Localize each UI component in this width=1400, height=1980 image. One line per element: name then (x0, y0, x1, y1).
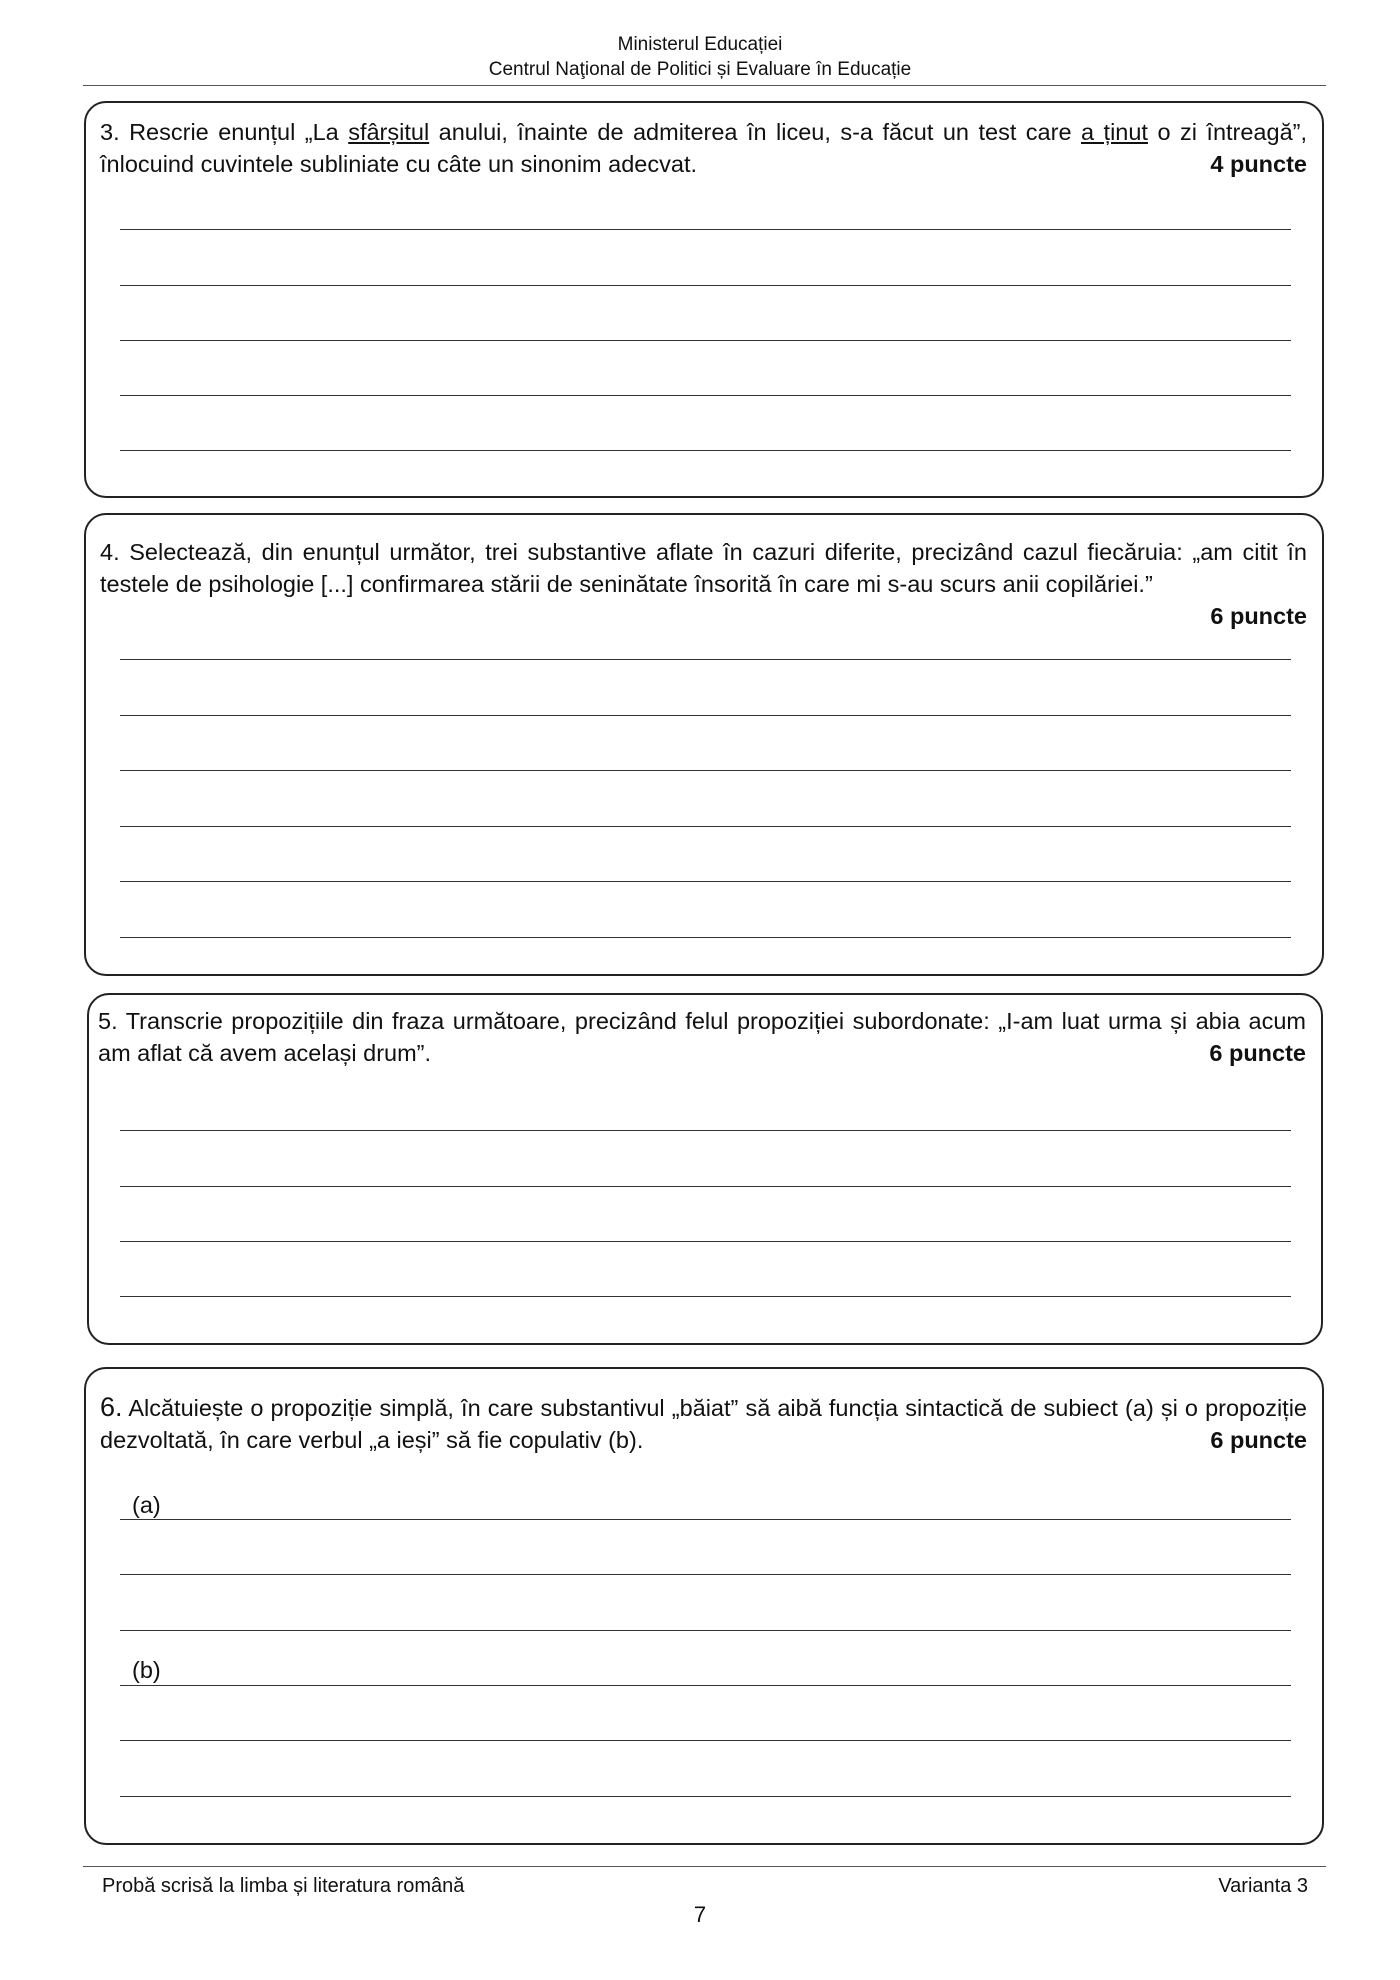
answer-line[interactable] (120, 1296, 1291, 1297)
answer-line[interactable] (120, 229, 1291, 230)
answer-line[interactable] (120, 937, 1291, 938)
answer-line[interactable] (120, 715, 1291, 716)
answer-line[interactable] (120, 770, 1291, 771)
answer-line[interactable] (120, 450, 1291, 451)
question-6-text: 6. Alcătuiește o propoziție simplă, în care substantivul „băiat” să aibă funcția sintactică de subiect (a) și o propoziție dezvoltată, în care verbul „a ieși” să fie copulativ (b). 6 puncte (100, 1391, 1307, 1456)
question-5-box (87, 993, 1323, 1345)
answer-line[interactable] (120, 285, 1291, 286)
question-6-points: 6 puncte (1210, 1427, 1307, 1453)
question-4-points: 6 puncte (1210, 603, 1307, 629)
answer-line[interactable] (120, 1241, 1291, 1242)
answer-line[interactable] (120, 395, 1291, 396)
answer-line[interactable] (120, 1186, 1291, 1187)
underlined-word-2: a ținut (1081, 119, 1148, 145)
question-5-points: 6 puncte (1209, 1040, 1306, 1066)
question-5-text: 5. Transcrie propozițiile din fraza următoare, precizând felul propoziției subordonate: „I-am luat urma și abia acum am aflat că avem același drum”. 6 puncte (98, 1005, 1306, 1069)
answer-line[interactable] (120, 1630, 1291, 1631)
answer-label-b: (b) (132, 1657, 161, 1683)
header-center: Centrul Naţional de Politici și Evaluare în Educație (488, 59, 912, 80)
answer-line[interactable] (120, 1574, 1291, 1575)
question-4-number: 4. (100, 539, 120, 565)
answer-line[interactable] (120, 881, 1291, 882)
answer-line[interactable] (120, 659, 1291, 660)
answer-line[interactable] (120, 1740, 1291, 1741)
footer-variant: Varianta 3 (1218, 1875, 1308, 1897)
answer-line[interactable] (120, 826, 1291, 827)
question-6-number: 6. (100, 1392, 123, 1422)
question-6-box (84, 1367, 1324, 1845)
underlined-word-1: sfârșitul (348, 119, 430, 145)
footer-exam-title: Probă scrisă la limba și literatura română (102, 1875, 465, 1897)
question-4-text: 4. Selectează, din enunțul următor, trei substantive aflate în cazuri diferite, precizând cazul fiecăruia: „am citit în testele de psihologie [...] confirmarea stării de seninătate însorită în care mi s-au scurs anii copilăriei.” 6 puncte (100, 536, 1307, 632)
answer-line[interactable] (120, 340, 1291, 341)
footer-divider (83, 1866, 1326, 1867)
question-5-number: 5. (98, 1008, 118, 1034)
answer-line-a[interactable] (120, 1519, 1291, 1520)
answer-label-a: (a) (132, 1492, 161, 1518)
question-3-text: 3. Rescrie enunțul „La sfârșitul anului, înainte de admiterea în liceu, s-a făcut un test care a ținut o zi întreagă”, înlocuind cuvintele subliniate cu câte un sinonim adecvat. 4 puncte (100, 116, 1307, 180)
question-3-points: 4 puncte (1210, 151, 1307, 177)
page-number: 7 (693, 1902, 707, 1927)
answer-line[interactable] (120, 1130, 1291, 1131)
header-ministry: Ministerul Educației (617, 34, 783, 55)
header-divider (83, 85, 1326, 86)
question-4-box (84, 513, 1324, 976)
question-3-number: 3. (100, 119, 120, 145)
answer-line[interactable] (120, 1796, 1291, 1797)
answer-line-b[interactable] (120, 1685, 1291, 1686)
question-3-box (84, 101, 1324, 498)
